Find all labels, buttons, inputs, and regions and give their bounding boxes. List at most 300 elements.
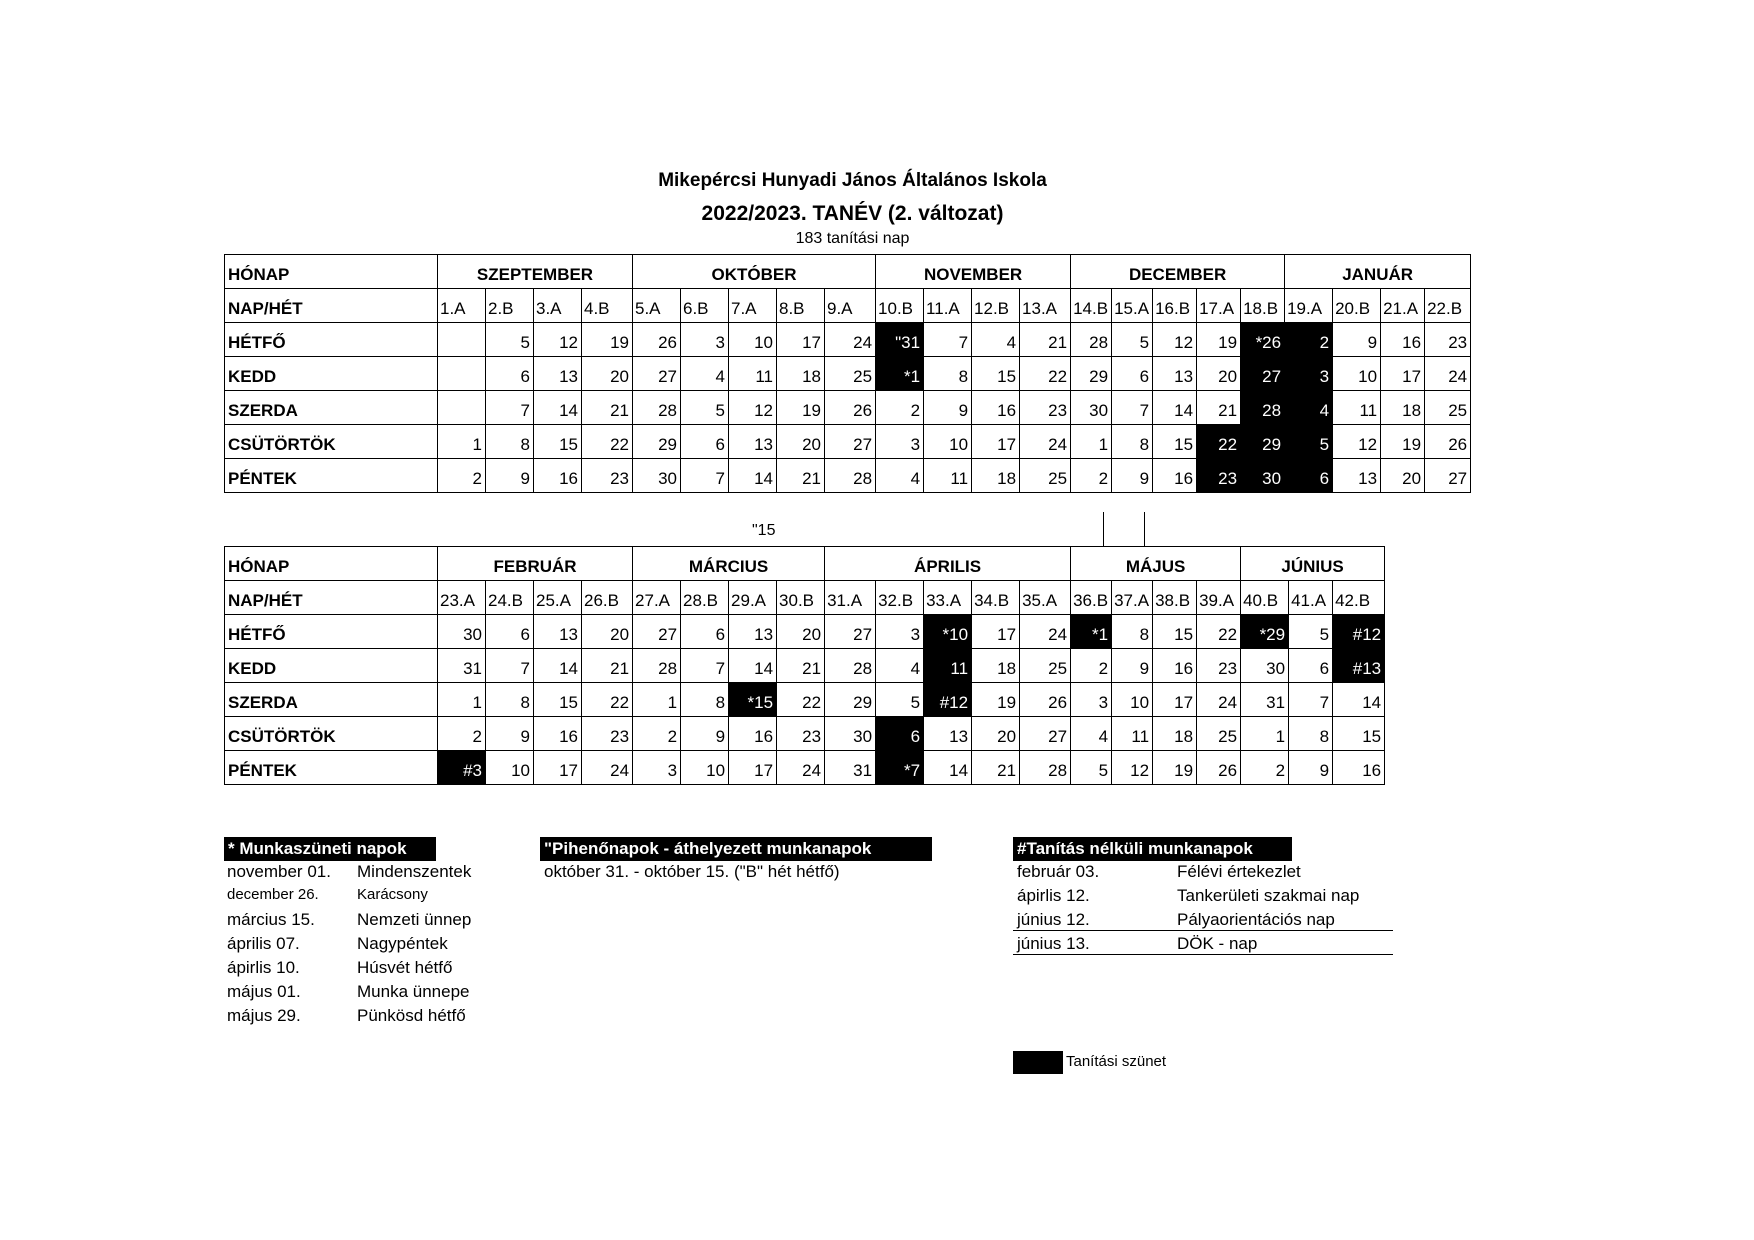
day-cell: 13 (729, 615, 777, 649)
day-cell: 31 (438, 649, 486, 683)
day-cell: 20 (1197, 357, 1241, 391)
day-cell: 22 (1197, 425, 1241, 459)
day-cell: 23 (1020, 391, 1071, 425)
day-cell: 23 (1197, 459, 1241, 493)
day-cell: 6 (486, 357, 534, 391)
day-cell: 20 (1381, 459, 1425, 493)
school-year-title: 2022/2023. TANÉV (2. változat) (701, 202, 1004, 225)
day-cell: 2 (633, 717, 681, 751)
legend-date: november 01. (227, 862, 331, 881)
day-cell: 4 (1071, 717, 1112, 751)
day-cell: 29 (633, 425, 681, 459)
legend-date: június 13. (1017, 934, 1090, 953)
day-cell: 18 (972, 649, 1020, 683)
day-cell: 18 (1381, 391, 1425, 425)
day-cell: 6 (876, 717, 924, 751)
week-header: 23.A (438, 581, 486, 615)
day-cell: 14 (729, 649, 777, 683)
day-cell: 30 (1241, 649, 1289, 683)
month-label: HÓNAP (225, 547, 438, 581)
day-cell: 24 (1020, 615, 1071, 649)
day-cell: 3 (633, 751, 681, 785)
day-cell: 22 (582, 425, 633, 459)
day-cell: 4 (972, 323, 1020, 357)
day-cell: "31 (876, 323, 924, 357)
legend-date: június 12. (1017, 910, 1090, 929)
week-header: 25.A (534, 581, 582, 615)
legend-name: Munka ünnepe (357, 982, 470, 1001)
day-cell: 30 (1071, 391, 1112, 425)
day-cell: #13 (1333, 649, 1385, 683)
school-name: Mikepércsi Hunyadi János Általános Iskola (658, 170, 1047, 191)
month-header: JÚNIUS (1241, 547, 1385, 581)
week-header: 13.A (1020, 289, 1071, 323)
day-cell: 11 (729, 357, 777, 391)
day-cell: 13 (924, 717, 972, 751)
legend-name: Nemzeti ünnep (357, 910, 472, 929)
day-cell: 31 (825, 751, 876, 785)
day-cell: 7 (924, 323, 972, 357)
day-cell: 15 (1153, 425, 1197, 459)
day-cell: *10 (924, 615, 972, 649)
day-cell: #3 (438, 751, 486, 785)
day-label: CSÜTÖRTÖK (225, 425, 438, 459)
day-cell: 16 (1333, 751, 1385, 785)
day-cell: 20 (582, 615, 633, 649)
week-header: 4.B (582, 289, 633, 323)
day-cell: 14 (1153, 391, 1197, 425)
week-header: 10.B (876, 289, 924, 323)
legend-name: Tankerületi szakmai nap (1177, 886, 1360, 905)
day-cell: 9 (1333, 323, 1381, 357)
day-cell: 1 (438, 683, 486, 717)
day-cell: 1 (1071, 425, 1112, 459)
day-cell: 2 (876, 391, 924, 425)
day-cell: 1 (1241, 717, 1289, 751)
day-cell: 26 (633, 323, 681, 357)
day-cell: 24 (1020, 425, 1071, 459)
day-cell: 22 (1197, 615, 1241, 649)
month-header: JANUÁR (1285, 255, 1471, 289)
day-cell: 17 (534, 751, 582, 785)
week-header: 39.A (1197, 581, 1241, 615)
day-cell: 5 (681, 391, 729, 425)
day-cell: 3 (681, 323, 729, 357)
day-label: SZERDA (225, 683, 438, 717)
day-cell: 27 (1425, 459, 1471, 493)
day-cell: *1 (1071, 615, 1112, 649)
day-cell: 26 (1020, 683, 1071, 717)
day-cell: 14 (534, 649, 582, 683)
day-cell: 30 (438, 615, 486, 649)
day-cell: 10 (681, 751, 729, 785)
day-cell (438, 323, 486, 357)
day-cell: 12 (1153, 323, 1197, 357)
day-cell: 12 (534, 323, 582, 357)
day-cell: 2 (1071, 649, 1112, 683)
week-header: 28.B (681, 581, 729, 615)
day-cell: 11 (1333, 391, 1381, 425)
day-cell: 26 (825, 391, 876, 425)
day-cell: 15 (534, 683, 582, 717)
day-cell: 27 (1020, 717, 1071, 751)
calendar-table-autumn (224, 254, 1471, 493)
day-cell: 12 (1112, 751, 1153, 785)
day-cell: 19 (777, 391, 825, 425)
day-cell: 25 (1020, 459, 1071, 493)
day-cell: 9 (486, 459, 534, 493)
week-header: 42.B (1333, 581, 1385, 615)
day-cell: 10 (1112, 683, 1153, 717)
day-cell: 24 (825, 323, 876, 357)
day-cell: 14 (924, 751, 972, 785)
month-header: OKTÓBER (633, 255, 876, 289)
day-cell: 8 (486, 425, 534, 459)
day-cell: 21 (777, 459, 825, 493)
week-header: 3.A (534, 289, 582, 323)
day-cell: *1 (876, 357, 924, 391)
month-header: MÁJUS (1071, 547, 1241, 581)
week-header: 30.B (777, 581, 825, 615)
day-cell: *26 (1241, 323, 1285, 357)
day-cell: 8 (1112, 615, 1153, 649)
day-cell: 17 (972, 425, 1020, 459)
day-cell: 19 (582, 323, 633, 357)
day-cell: 20 (972, 717, 1020, 751)
day-label: HÉTFŐ (225, 615, 438, 649)
day-cell: 22 (777, 683, 825, 717)
day-cell: 4 (876, 649, 924, 683)
week-header: 33.A (924, 581, 972, 615)
day-cell: 23 (1425, 323, 1471, 357)
day-cell: 2 (438, 717, 486, 751)
legend-date: ápirlis 12. (1017, 886, 1090, 905)
day-cell: 9 (1112, 649, 1153, 683)
legend-name: Pályaorientációs nap (1177, 910, 1335, 929)
day-cell: 7 (1289, 683, 1333, 717)
week-header: 14.B (1071, 289, 1112, 323)
day-cell: 17 (1153, 683, 1197, 717)
day-cell: 5 (1289, 615, 1333, 649)
day-cell: 18 (1153, 717, 1197, 751)
day-cell: 17 (972, 615, 1020, 649)
day-cell: 24 (777, 751, 825, 785)
day-cell: 9 (486, 717, 534, 751)
day-cell: 23 (582, 459, 633, 493)
underline (1013, 930, 1393, 931)
day-cell: 16 (1381, 323, 1425, 357)
day-cell: *15 (729, 683, 777, 717)
day-cell: 16 (1153, 649, 1197, 683)
day-cell: 19 (1381, 425, 1425, 459)
legend-name: Karácsony (357, 886, 428, 903)
day-cell: 16 (729, 717, 777, 751)
day-cell: 18 (972, 459, 1020, 493)
day-cell: 15 (1333, 717, 1385, 751)
rest-days-text: október 31. - október 15. ("B" hét hétfő) (544, 862, 840, 881)
day-cell: 2 (1285, 323, 1333, 357)
day-cell: 25 (1425, 391, 1471, 425)
day-cell: 10 (486, 751, 534, 785)
day-cell: 13 (729, 425, 777, 459)
calendar-table-spring (224, 546, 1385, 785)
week-header: 38.B (1153, 581, 1197, 615)
day-cell: 5 (876, 683, 924, 717)
day-cell: 28 (1020, 751, 1071, 785)
legend-date: május 29. (227, 1006, 301, 1025)
day-cell: 7 (486, 391, 534, 425)
day-cell: 12 (1333, 425, 1381, 459)
day-cell: 28 (1241, 391, 1285, 425)
day-cell: 27 (1241, 357, 1285, 391)
week-header: 18.B (1241, 289, 1285, 323)
day-cell: 16 (972, 391, 1020, 425)
day-cell: 3 (1071, 683, 1112, 717)
day-cell: 10 (729, 323, 777, 357)
day-cell: 27 (825, 425, 876, 459)
day-cell: 6 (486, 615, 534, 649)
day-cell: 15 (972, 357, 1020, 391)
day-cell: *29 (1241, 615, 1289, 649)
day-cell: 12 (729, 391, 777, 425)
break-label: Tanítási szünet (1066, 1053, 1167, 1070)
month-label: HÓNAP (225, 255, 438, 289)
rest-day-note: "15 (752, 522, 776, 539)
legend-date: február 03. (1017, 862, 1100, 881)
day-cell: 28 (825, 459, 876, 493)
day-cell: 8 (681, 683, 729, 717)
legend-name: Húsvét hétfő (357, 958, 453, 977)
day-cell: 2 (438, 459, 486, 493)
day-cell: 21 (582, 391, 633, 425)
day-cell: 17 (729, 751, 777, 785)
week-header: 9.A (825, 289, 876, 323)
day-cell: #12 (924, 683, 972, 717)
week-header: 34.B (972, 581, 1020, 615)
day-cell: 5 (1071, 751, 1112, 785)
week-header: 37.A (1112, 581, 1153, 615)
week-label: NAP/HÉT (225, 581, 438, 615)
day-cell: 21 (972, 751, 1020, 785)
day-cell: 21 (777, 649, 825, 683)
legend-date: március 15. (227, 910, 315, 929)
day-cell: 30 (1241, 459, 1285, 493)
rest-days-legend-title: "Pihenőnapok - áthelyezett munkanapok (540, 837, 932, 861)
day-cell: 11 (1112, 717, 1153, 751)
day-cell: 9 (681, 717, 729, 751)
legend-name: Nagypéntek (357, 934, 448, 953)
teaching-days-count: 183 tanítási nap (795, 230, 910, 247)
day-cell: 1 (438, 425, 486, 459)
day-cell: 23 (582, 717, 633, 751)
day-cell: 3 (876, 425, 924, 459)
day-cell: 5 (1112, 323, 1153, 357)
legend-name: DÖK - nap (1177, 934, 1258, 953)
day-cell: 3 (1285, 357, 1333, 391)
day-cell: 9 (1289, 751, 1333, 785)
day-cell: 28 (633, 649, 681, 683)
day-cell: 6 (1289, 649, 1333, 683)
month-header: FEBRUÁR (438, 547, 633, 581)
day-cell: 21 (1197, 391, 1241, 425)
day-label: PÉNTEK (225, 459, 438, 493)
day-cell: 4 (681, 357, 729, 391)
day-cell: 21 (582, 649, 633, 683)
day-cell: 23 (777, 717, 825, 751)
day-label: HÉTFŐ (225, 323, 438, 357)
week-header: 35.A (1020, 581, 1071, 615)
day-cell: 22 (1020, 357, 1071, 391)
week-header: 7.A (729, 289, 777, 323)
day-cell: 15 (534, 425, 582, 459)
week-header: 40.B (1241, 581, 1289, 615)
day-cell: 26 (1425, 425, 1471, 459)
day-label: KEDD (225, 357, 438, 391)
day-cell: 4 (1285, 391, 1333, 425)
day-cell: 10 (924, 425, 972, 459)
day-cell: 1 (633, 683, 681, 717)
underline (1013, 954, 1393, 955)
day-cell: 17 (777, 323, 825, 357)
day-cell: 19 (972, 683, 1020, 717)
week-header: 15.A (1112, 289, 1153, 323)
day-cell: 30 (633, 459, 681, 493)
day-cell: 13 (1333, 459, 1381, 493)
day-cell: 20 (777, 615, 825, 649)
day-cell: 7 (486, 649, 534, 683)
day-cell: 8 (1112, 425, 1153, 459)
day-cell: 25 (825, 357, 876, 391)
day-cell: 27 (825, 615, 876, 649)
day-cell: 30 (825, 717, 876, 751)
day-cell: 29 (825, 683, 876, 717)
legend-date: ápirlis 10. (227, 958, 300, 977)
day-cell: 28 (1071, 323, 1112, 357)
day-cell: 13 (534, 357, 582, 391)
week-header: 17.A (1197, 289, 1241, 323)
day-cell: 27 (633, 357, 681, 391)
day-cell: 24 (1197, 683, 1241, 717)
day-cell: 7 (681, 459, 729, 493)
week-header: 24.B (486, 581, 534, 615)
legend-date: május 01. (227, 982, 301, 1001)
day-cell: 6 (1112, 357, 1153, 391)
day-cell: 25 (1020, 649, 1071, 683)
day-cell: 16 (534, 459, 582, 493)
month-header: SZEPTEMBER (438, 255, 633, 289)
table-gap-divider (1103, 512, 1145, 546)
legend-name: Félévi értekezlet (1177, 862, 1301, 881)
legend-name: Pünkösd hétfő (357, 1006, 466, 1025)
day-cell: 8 (486, 683, 534, 717)
week-header: 41.A (1289, 581, 1333, 615)
day-label: KEDD (225, 649, 438, 683)
day-cell: 20 (582, 357, 633, 391)
day-cell: 2 (1071, 459, 1112, 493)
week-header: 11.A (924, 289, 972, 323)
week-header: 12.B (972, 289, 1020, 323)
day-cell: 14 (729, 459, 777, 493)
week-header: 16.B (1153, 289, 1197, 323)
week-header: 32.B (876, 581, 924, 615)
week-header: 1.A (438, 289, 486, 323)
day-cell: 25 (1197, 717, 1241, 751)
legend-name: Mindenszentek (357, 862, 472, 881)
day-cell: 6 (681, 425, 729, 459)
day-cell: 19 (1153, 751, 1197, 785)
day-cell: 28 (633, 391, 681, 425)
day-cell: 5 (1285, 425, 1333, 459)
day-cell: 20 (777, 425, 825, 459)
day-cell: 6 (681, 615, 729, 649)
day-cell: 24 (1425, 357, 1471, 391)
day-cell: 17 (1381, 357, 1425, 391)
month-header: DECEMBER (1071, 255, 1285, 289)
month-header: MÁRCIUS (633, 547, 825, 581)
week-header: 20.B (1333, 289, 1381, 323)
day-cell: 22 (582, 683, 633, 717)
day-cell: 7 (1112, 391, 1153, 425)
week-header: 22.B (1425, 289, 1471, 323)
day-cell: 16 (1153, 459, 1197, 493)
day-cell: 10 (1333, 357, 1381, 391)
break-swatch (1013, 1051, 1063, 1074)
day-cell (438, 357, 486, 391)
week-header: 8.B (777, 289, 825, 323)
day-cell: *7 (876, 751, 924, 785)
day-cell: 9 (924, 391, 972, 425)
day-cell: 24 (582, 751, 633, 785)
day-cell: 28 (825, 649, 876, 683)
day-cell (438, 391, 486, 425)
legend-date: december 26. (227, 886, 319, 903)
day-cell: 18 (777, 357, 825, 391)
holidays-legend-title: * Munkaszüneti napok (224, 837, 436, 861)
day-cell: 2 (1241, 751, 1289, 785)
day-cell: 31 (1241, 683, 1289, 717)
day-cell: 19 (1197, 323, 1241, 357)
week-header: 19.A (1285, 289, 1333, 323)
month-header: ÁPRILIS (825, 547, 1071, 581)
day-label: PÉNTEK (225, 751, 438, 785)
day-cell: 14 (1333, 683, 1385, 717)
week-header: 2.B (486, 289, 534, 323)
week-header: 27.A (633, 581, 681, 615)
day-cell: 11 (924, 649, 972, 683)
day-cell: 29 (1241, 425, 1285, 459)
day-cell: 29 (1071, 357, 1112, 391)
day-cell: 9 (1112, 459, 1153, 493)
day-cell: 5 (486, 323, 534, 357)
day-label: SZERDA (225, 391, 438, 425)
day-cell: 8 (924, 357, 972, 391)
day-cell: 13 (1153, 357, 1197, 391)
week-header: 21.A (1381, 289, 1425, 323)
day-label: CSÜTÖRTÖK (225, 717, 438, 751)
day-cell: 11 (924, 459, 972, 493)
month-header: NOVEMBER (876, 255, 1071, 289)
day-cell: 21 (1020, 323, 1071, 357)
day-cell: 27 (633, 615, 681, 649)
week-header: 29.A (729, 581, 777, 615)
day-cell: 8 (1289, 717, 1333, 751)
non-teaching-legend-title: #Tanítás nélküli munkanapok (1013, 837, 1292, 861)
day-cell: 6 (1285, 459, 1333, 493)
day-cell: 16 (534, 717, 582, 751)
day-cell: 3 (876, 615, 924, 649)
day-cell: #12 (1333, 615, 1385, 649)
day-cell: 14 (534, 391, 582, 425)
